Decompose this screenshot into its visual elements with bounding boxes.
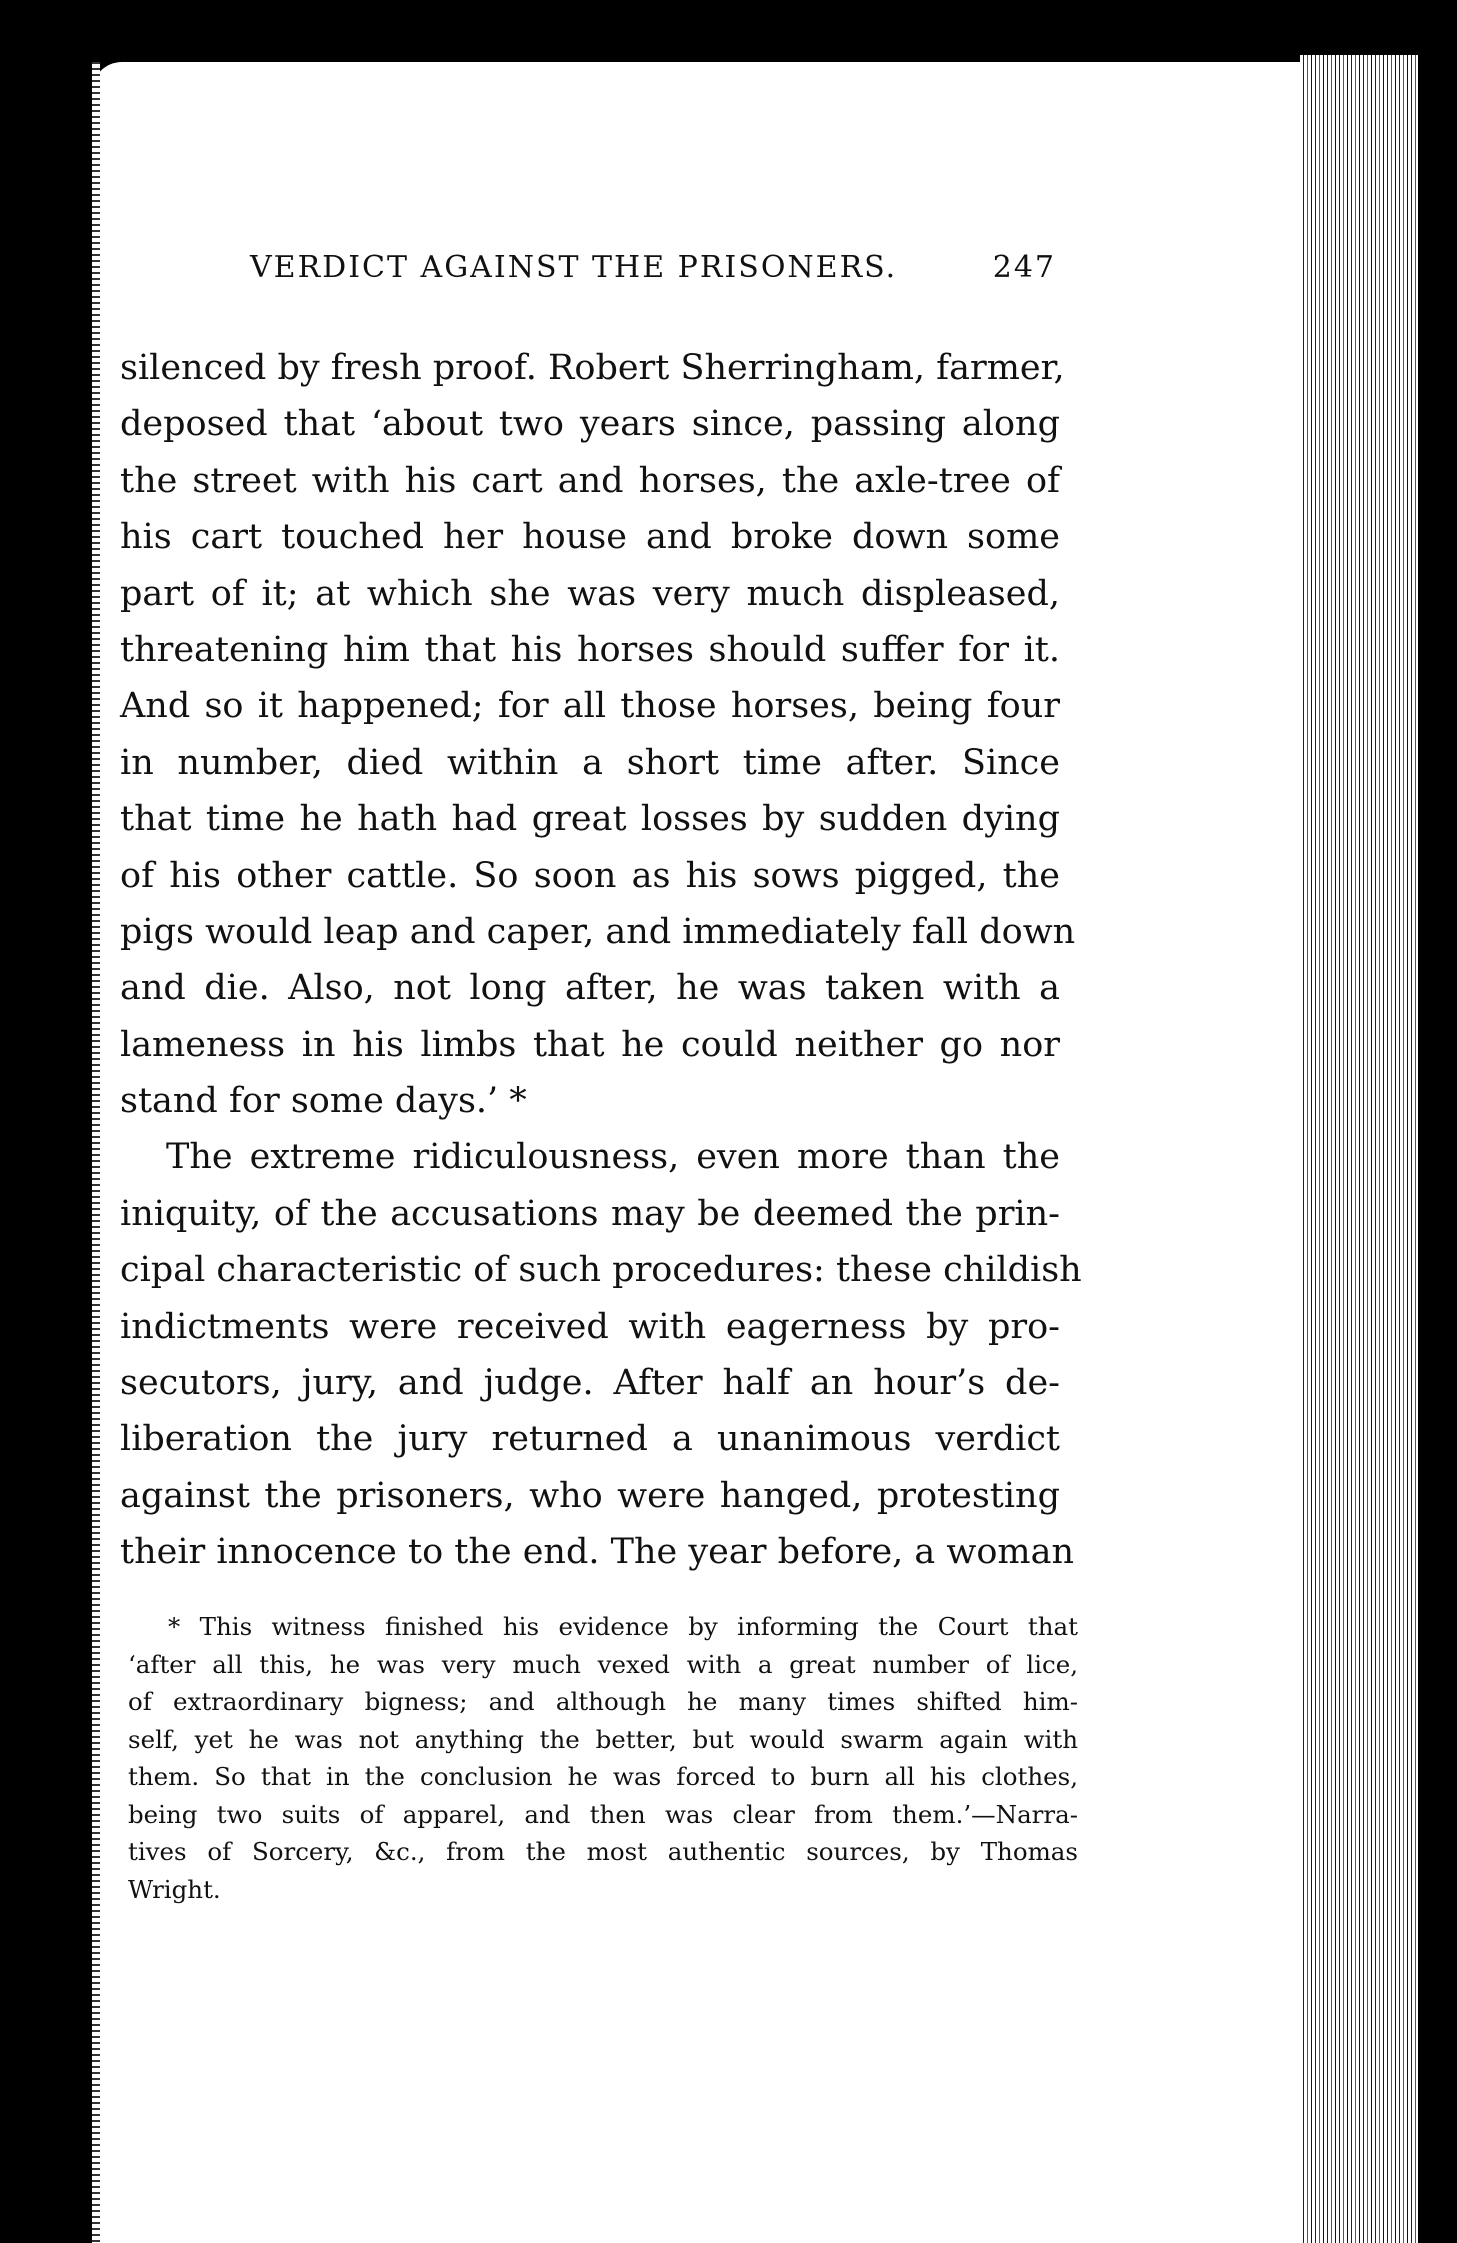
body-line: his cart touched her house and broke down some <box>120 517 1060 558</box>
scan-background-right <box>1418 0 1457 2243</box>
book-page-edges <box>1300 55 1418 2243</box>
footnote-line: ‘after all this, he was very much vexed with a great number of lice, <box>128 1649 1078 1679</box>
body-line: their innocence to the end. The year before, a woman <box>120 1532 1075 1573</box>
footnote-line: tives of Sorcery, &c., from the most authentic sources, by Thomas <box>128 1837 1078 1866</box>
footnote-line: them. So that in the conclusion he was forced to burn all his clothes, <box>128 1762 1078 1791</box>
body-line: the street with his cart and horses, the axle-tree of <box>120 460 1060 501</box>
body-line: deposed that ‘about two years since, passing along <box>120 404 1060 445</box>
page-number: 247 <box>992 250 1056 285</box>
body-line: against the prisoners, who were hanged, protesting <box>120 1475 1060 1516</box>
body-line: part of it; at which she was very much displeased, <box>120 573 1060 614</box>
page-left-edge <box>92 62 100 2243</box>
body-line: threatening him that his horses should suffer for it. <box>120 629 1060 670</box>
body-line: of his other cattle. So soon as his sows pigged, the <box>120 855 1060 896</box>
body-line: lameness in his limbs that he could neither go nor <box>120 1024 1060 1065</box>
body-line: and die. Also, not long after, he was taken with a <box>120 968 1060 1009</box>
body-line: The extreme ridiculousness, even more than the <box>166 1137 1060 1178</box>
footnote <box>128 1608 1083 1908</box>
footnote-line: being two suits of apparel, and then was clear from them.’—Narra- <box>128 1799 1078 1829</box>
body-line: indictments were received with eagerness by pro- <box>120 1306 1060 1347</box>
footnote-line: of extraordinary bigness; and although he many times shifted him- <box>128 1687 1078 1716</box>
body-line: silenced by fresh proof. Robert Sherringham, farmer, <box>120 348 1065 388</box>
body-line: secutors, jury, and judge. After half an hour’s de- <box>120 1363 1060 1404</box>
running-header <box>250 250 1056 300</box>
body-line: that time he hath had great losses by sudden dying <box>120 799 1060 840</box>
running-header-title: VERDICT AGAINST THE PRISONERS. <box>250 250 898 285</box>
body-line: And so it happened; for all those horses, being four <box>120 686 1060 727</box>
body-line: iniquity, of the accusations may be deemed the prin- <box>120 1193 1060 1234</box>
body-line: in number, died within a short time after. Since <box>120 742 1060 783</box>
body-line: pigs would leap and caper, and immediately fall down <box>120 911 1076 952</box>
body-line: liberation the jury returned a unanimous verdict <box>120 1419 1060 1460</box>
footnote-line: Wright. <box>128 1874 221 1904</box>
body-line: cipal characteristic of such procedures: these childish <box>120 1250 1082 1291</box>
body-text <box>120 340 1080 1581</box>
footnote-line: self, yet he was not anything the better, but would swarm again with <box>128 1724 1078 1754</box>
footnote-line: * This witness finished his evidence by informing the Court that <box>168 1612 1078 1641</box>
body-line: stand for some days.’ * <box>120 1081 527 1122</box>
